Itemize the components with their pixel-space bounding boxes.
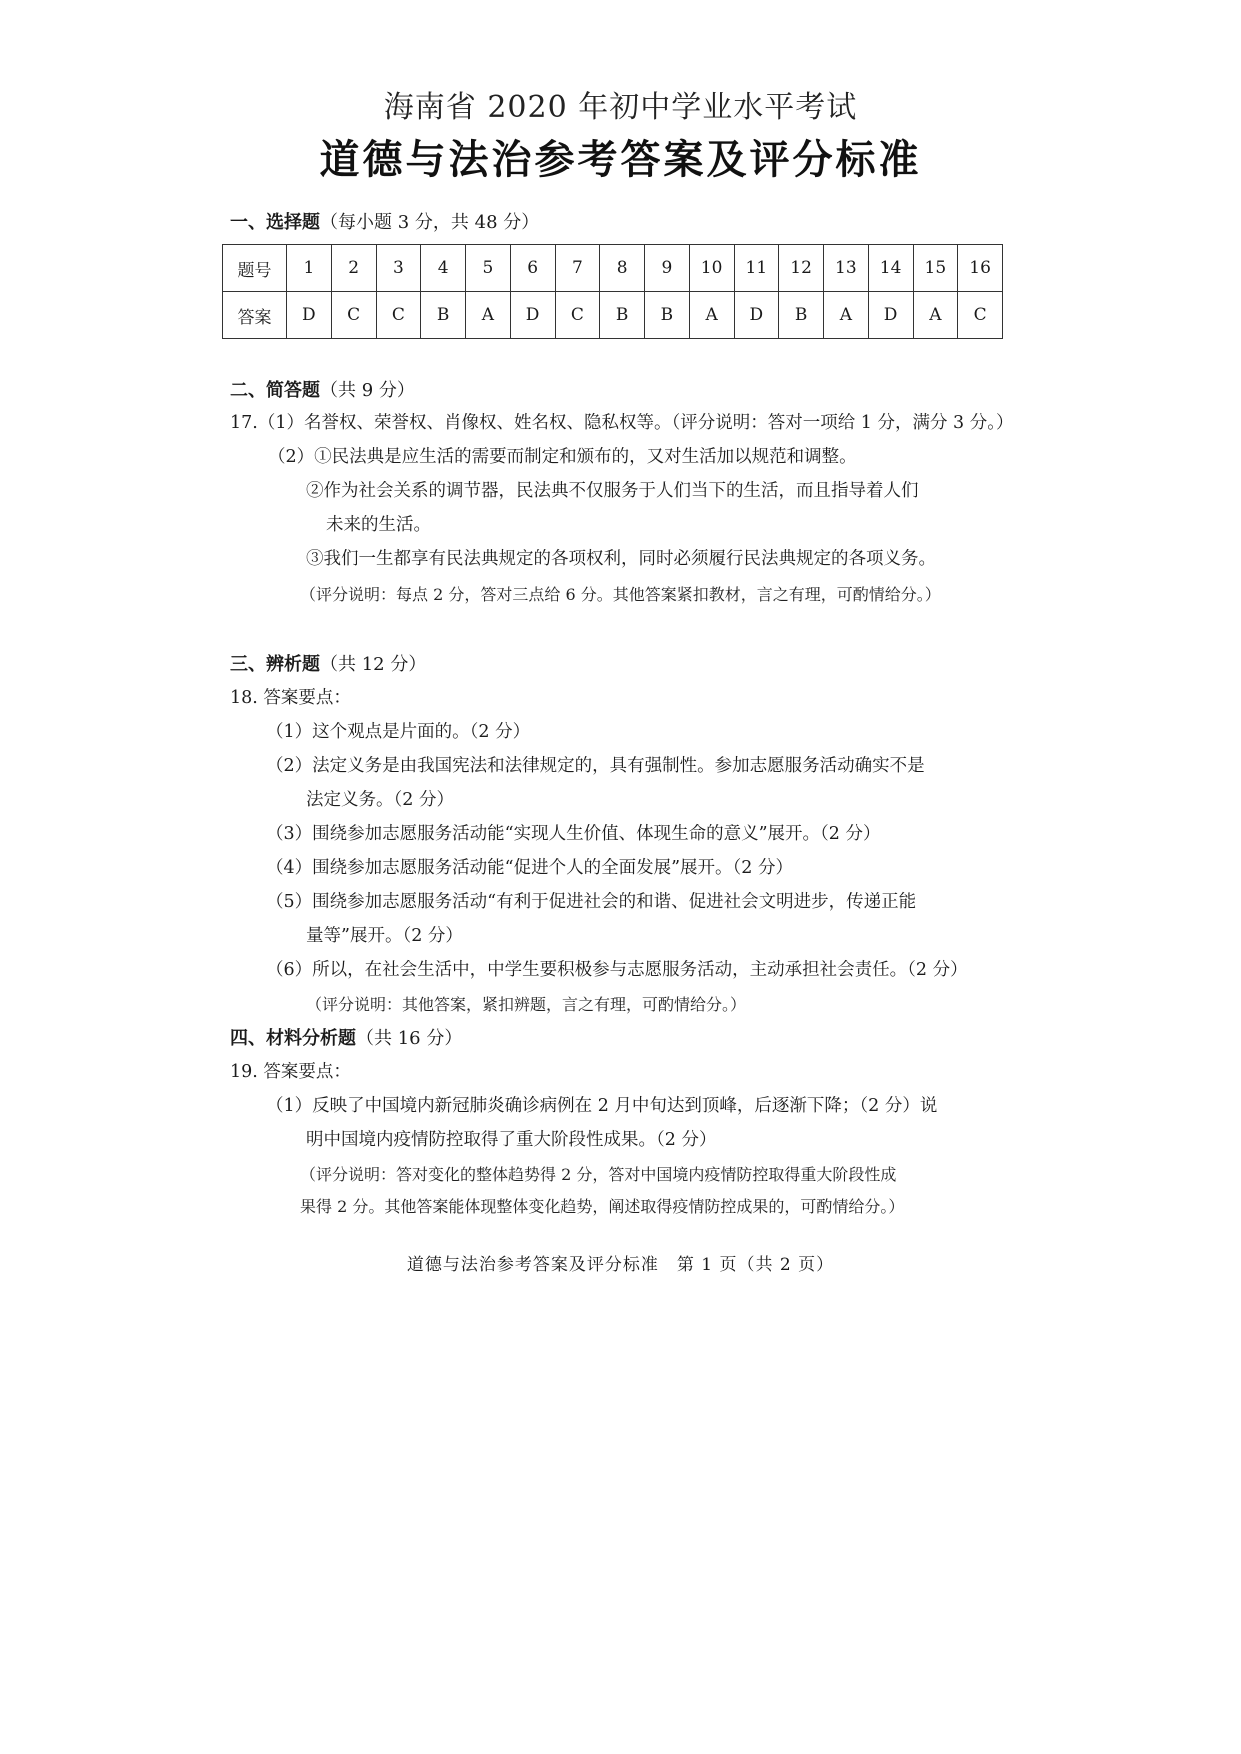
section-4-note: （共 16 分） (356, 1028, 463, 1049)
question-number-cell: 4 (421, 245, 466, 292)
question-number-cell: 16 (958, 245, 1003, 292)
question-number-cell: 7 (555, 245, 600, 292)
answer-cell: A (689, 292, 734, 339)
q17-part1: 17.（1）名誉权、荣誉权、肖像权、姓名权、隐私权等。（评分说明：答对一项给 1 分，满分 3 分。） (230, 413, 1014, 433)
answer-row (223, 292, 1003, 339)
q18-point5-cont: 量等”展开。（2 分） (306, 926, 463, 946)
section-1-note: （每小题 3 分，共 48 分） (320, 212, 540, 233)
answer-cell: D (287, 292, 332, 339)
section-2-heading (230, 376, 415, 402)
document-title: 道德与法治参考答案及评分标准 (319, 137, 922, 183)
answer-cell: C (958, 292, 1003, 339)
q19-point1: （1）反映了中国境内新冠肺炎确诊病例在 2 月中旬达到顶峰，后逐渐下降；（2 分）说 (266, 1096, 938, 1116)
q17-part2-point2: ②作为社会关系的调节器，民法典不仅服务于人们当下的生活，而且指导着人们 (306, 481, 919, 501)
answer-cell: A (913, 292, 958, 339)
answer-cell: A (466, 292, 511, 339)
q18-point5: （5）围绕参加志愿服务活动“有利于促进社会的和谐、促进社会文明进步，传递正能 (266, 892, 917, 912)
question-number-cell: 6 (510, 245, 555, 292)
question-number-cell: 2 (331, 245, 376, 292)
section-4-heading (230, 1024, 462, 1050)
page-footer: 道德与法治参考答案及评分标准 第 1 页（共 2 页） (406, 1255, 835, 1275)
question-number-row (223, 245, 1003, 292)
q18-point2: （2）法定义务是由我国宪法和法律规定的，具有强制性。参加志愿服务活动确实不是 (266, 756, 925, 776)
answer-cell: D (734, 292, 779, 339)
row-label-answer: 答案 (223, 292, 287, 339)
answer-cell: B (421, 292, 466, 339)
answer-cell: C (376, 292, 421, 339)
exam-title: 海南省 2020 年初中学业水平考试 (383, 90, 858, 125)
question-number-cell: 1 (287, 245, 332, 292)
q19-label: 19. 答案要点： (230, 1062, 351, 1082)
q18-point2-cont: 法定义务。（2 分） (306, 790, 454, 810)
section-3-title: 三、辨析题 (230, 654, 320, 675)
question-number-cell: 11 (734, 245, 779, 292)
answer-cell: D (868, 292, 913, 339)
q19-scoring-note-1: （评分说明：答对变化的整体趋势得 2 分，答对中国境内疫情防控取得重大阶段性成 (300, 1165, 897, 1184)
answer-cell: B (779, 292, 824, 339)
answer-cell: D (510, 292, 555, 339)
q18-point6: （6）所以，在社会生活中，中学生要积极参与志愿服务活动，主动承担社会责任。（2 分） (266, 960, 968, 980)
section-3-note: （共 12 分） (320, 654, 427, 675)
q19-point1-cont: 明中国境内疫情防控取得了重大阶段性成果。（2 分） (306, 1130, 717, 1150)
section-4-title: 四、材料分析题 (230, 1028, 356, 1049)
question-number-cell: 5 (466, 245, 511, 292)
section-2-note: （共 9 分） (320, 380, 415, 401)
q17-part2-point1: （2）①民法典是应生活的需要而制定和颁布的，又对生活加以规范和调整。 (268, 447, 857, 467)
question-number-cell: 10 (689, 245, 734, 292)
q19-scoring-note-2: 果得 2 分。其他答案能体现整体变化趋势，阐述取得疫情防控成果的，可酌情给分。） (300, 1197, 905, 1216)
question-number-cell: 9 (645, 245, 690, 292)
q17-part2-point3: ③我们一生都享有民法典规定的各项权利，同时必须履行民法典规定的各项义务。 (306, 549, 936, 569)
answer-cell: C (555, 292, 600, 339)
question-number-cell: 3 (376, 245, 421, 292)
answer-table (222, 244, 1003, 339)
q18-point3: （3）围绕参加志愿服务活动能“实现人生价值、体现生命的意义”展开。（2 分） (266, 824, 881, 844)
q18-point1: （1）这个观点是片面的。（2 分） (266, 722, 531, 742)
question-number-cell: 13 (824, 245, 869, 292)
answer-cell: C (331, 292, 376, 339)
section-2-title: 二、简答题 (230, 380, 320, 401)
q17-part2-point2-cont: 未来的生活。 (326, 515, 431, 535)
q18-scoring-note: （评分说明：其他答案，紧扣辨题，言之有理，可酌情给分。） (306, 995, 747, 1014)
question-number-cell: 12 (779, 245, 824, 292)
q18-label: 18. 答案要点： (230, 688, 351, 708)
answer-cell: B (645, 292, 690, 339)
question-number-cell: 14 (868, 245, 913, 292)
section-1-title: 一、选择题 (230, 212, 320, 233)
question-number-cell: 8 (600, 245, 645, 292)
q17-scoring-note: （评分说明：每点 2 分，答对三点给 6 分。其他答案紧扣教材，言之有理，可酌情给分。） (300, 585, 941, 604)
section-3-heading (230, 650, 426, 676)
q18-point4: （4）围绕参加志愿服务活动能“促进个人的全面发展”展开。（2 分） (266, 858, 793, 878)
answer-cell: A (824, 292, 869, 339)
section-1-heading (230, 208, 539, 234)
question-number-cell: 15 (913, 245, 958, 292)
answer-cell: B (600, 292, 645, 339)
row-label-number: 题号 (223, 245, 287, 292)
